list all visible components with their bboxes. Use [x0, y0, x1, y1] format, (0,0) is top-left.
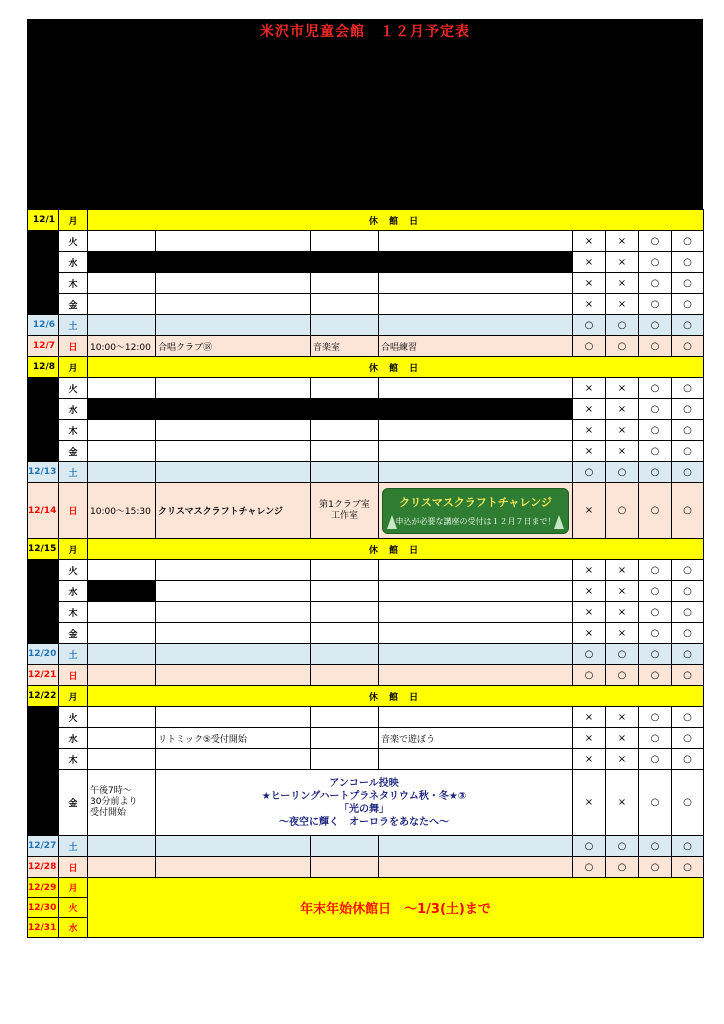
availability-mark: ○ — [573, 315, 606, 336]
note-cell — [379, 581, 573, 602]
availability-mark: ○ — [573, 665, 606, 686]
table-row — [28, 623, 704, 644]
redacted-cell — [88, 252, 573, 273]
availability-mark: ○ — [672, 441, 704, 462]
closed-day-label: 休 館 日 — [88, 539, 704, 560]
table-row — [28, 686, 704, 707]
redacted-cell — [88, 399, 573, 420]
table-row — [28, 252, 704, 273]
availability-mark: ○ — [672, 420, 704, 441]
event-cell — [379, 462, 573, 483]
room-line: 第1クラブ室 — [319, 499, 370, 510]
weekday-cell: 火 — [59, 898, 88, 918]
room-cell: 音楽室 — [311, 336, 379, 357]
availability-mark: ○ — [672, 336, 704, 357]
date-cell — [28, 623, 59, 644]
availability-mark: ○ — [672, 728, 704, 749]
table-row — [28, 399, 704, 420]
table-row — [28, 749, 704, 770]
schedule-sheet — [27, 19, 703, 938]
date-cell — [28, 441, 59, 462]
room-line: 工作室 — [330, 510, 358, 521]
note-cell — [379, 378, 573, 399]
date-cell: 12/20 — [28, 644, 59, 665]
availability-mark: ○ — [672, 623, 704, 644]
date-cell — [28, 273, 59, 294]
availability-mark: ○ — [639, 294, 672, 315]
availability-mark: ○ — [639, 836, 672, 857]
table-row — [28, 231, 704, 252]
table-row — [28, 357, 704, 378]
date-cell: 12/7 — [28, 336, 59, 357]
table-row — [28, 378, 704, 399]
event-name-cell — [156, 420, 311, 441]
event-cell — [379, 836, 573, 857]
banner-title: クリスマスクラフトチャレンジ — [399, 495, 552, 509]
date-cell: 12/15 — [28, 539, 59, 560]
event-name-cell: クリスマスクラフトチャレンジ — [156, 483, 311, 539]
note-cell — [379, 665, 573, 686]
note-cell — [379, 273, 573, 294]
time-cell — [88, 728, 156, 749]
time-cell — [88, 294, 156, 315]
availability-mark: × — [573, 420, 606, 441]
availability-mark: × — [573, 252, 606, 273]
availability-mark: ○ — [639, 273, 672, 294]
note-cell — [379, 749, 573, 770]
weekday-cell: 水 — [59, 728, 88, 749]
availability-mark: × — [606, 231, 639, 252]
room-cell — [311, 231, 379, 252]
room-cell — [311, 420, 379, 441]
availability-mark: × — [606, 770, 639, 836]
event-cell — [88, 462, 156, 483]
event-name-cell — [156, 857, 311, 878]
weekday-cell: 月 — [59, 539, 88, 560]
banner-cell — [379, 483, 573, 539]
availability-mark: ○ — [672, 770, 704, 836]
event-cell — [156, 836, 311, 857]
event-name-cell — [156, 294, 311, 315]
event-name-cell — [156, 441, 311, 462]
weekday-cell: 月 — [59, 686, 88, 707]
availability-mark: × — [606, 749, 639, 770]
weekday-cell: 火 — [59, 231, 88, 252]
table-row — [28, 441, 704, 462]
weekday-cell: 日 — [59, 483, 88, 539]
table-row — [28, 581, 704, 602]
note-cell — [379, 602, 573, 623]
event-name-cell: リトミック⑤受付開始 — [156, 728, 311, 749]
availability-mark: × — [573, 378, 606, 399]
event-name-cell — [156, 378, 311, 399]
availability-mark: × — [606, 420, 639, 441]
room-cell — [311, 602, 379, 623]
event-line: ★ヒーリングハートプラネタリウム秋・冬★③ — [261, 790, 467, 802]
availability-mark: × — [606, 581, 639, 602]
weekday-cell: 土 — [59, 462, 88, 483]
banner-subtitle: 申込が必要な講座の受付は１２月７日まで！ — [395, 516, 556, 526]
note-cell — [379, 707, 573, 728]
weekday-cell: 火 — [59, 560, 88, 581]
table-row — [28, 483, 704, 539]
availability-mark: ○ — [606, 836, 639, 857]
availability-mark: ○ — [639, 483, 672, 539]
availability-mark: × — [573, 483, 606, 539]
table-row — [28, 420, 704, 441]
table-row — [28, 770, 704, 836]
planetarium-event — [156, 770, 573, 836]
weekday-cell: 日 — [59, 857, 88, 878]
date-cell — [28, 707, 59, 728]
availability-mark: ○ — [672, 483, 704, 539]
availability-mark: × — [573, 294, 606, 315]
event-name-cell — [156, 623, 311, 644]
event-name-cell — [156, 749, 311, 770]
table-row — [28, 273, 704, 294]
availability-mark: × — [573, 399, 606, 420]
date-cell: 12/1 — [28, 210, 59, 231]
availability-mark: ○ — [639, 644, 672, 665]
table-row — [28, 539, 704, 560]
date-cell — [28, 420, 59, 441]
date-cell — [28, 581, 59, 602]
availability-mark: ○ — [639, 315, 672, 336]
availability-mark: ○ — [639, 707, 672, 728]
date-cell: 12/29 — [28, 878, 59, 898]
availability-mark: ○ — [639, 399, 672, 420]
event-line: 「光の舞」 — [339, 803, 389, 815]
availability-mark: ○ — [606, 644, 639, 665]
availability-mark: ○ — [639, 336, 672, 357]
room-cell — [311, 728, 379, 749]
table-row — [28, 728, 704, 749]
availability-mark: ○ — [672, 602, 704, 623]
yearend-closed-label: 年末年始休館日 ～1/3(土)まで — [88, 878, 704, 938]
availability-mark: ○ — [672, 749, 704, 770]
availability-mark: ○ — [672, 378, 704, 399]
availability-mark: × — [573, 602, 606, 623]
availability-mark: × — [606, 399, 639, 420]
room-cell — [311, 378, 379, 399]
availability-mark: × — [573, 749, 606, 770]
availability-mark: × — [573, 560, 606, 581]
room-cell — [311, 749, 379, 770]
event-name-cell: 合唱クラブ⑱ — [156, 336, 311, 357]
room-cell — [311, 623, 379, 644]
weekday-cell: 金 — [59, 294, 88, 315]
availability-mark: ○ — [606, 315, 639, 336]
availability-mark: ○ — [639, 749, 672, 770]
note-cell — [379, 623, 573, 644]
availability-mark: ○ — [672, 315, 704, 336]
date-cell: 12/28 — [28, 857, 59, 878]
event-name-cell — [156, 602, 311, 623]
availability-mark: ○ — [606, 665, 639, 686]
event-cell — [88, 644, 156, 665]
note-cell: 音楽で遊ぼう — [379, 728, 573, 749]
time-cell — [88, 623, 156, 644]
availability-mark: ○ — [639, 252, 672, 273]
weekday-cell: 火 — [59, 378, 88, 399]
table-row — [28, 878, 704, 898]
note-cell — [379, 294, 573, 315]
date-cell: 12/31 — [28, 918, 59, 938]
availability-mark: × — [573, 273, 606, 294]
availability-mark: ○ — [639, 857, 672, 878]
availability-mark: × — [573, 441, 606, 462]
availability-mark: ○ — [639, 462, 672, 483]
time-cell — [88, 420, 156, 441]
date-cell — [28, 231, 59, 252]
weekday-cell: 土 — [59, 315, 88, 336]
availability-mark: × — [606, 623, 639, 644]
availability-mark: ○ — [639, 728, 672, 749]
event-cell — [88, 315, 156, 336]
availability-mark: ○ — [639, 560, 672, 581]
time-line: 午後7時～ — [90, 786, 132, 796]
room-cell — [311, 441, 379, 462]
availability-mark: ○ — [639, 623, 672, 644]
time-line: 30分前より — [90, 797, 138, 807]
availability-mark: × — [606, 273, 639, 294]
note-cell — [379, 441, 573, 462]
weekday-cell: 水 — [59, 918, 88, 938]
availability-mark: ○ — [606, 857, 639, 878]
room-cell — [311, 273, 379, 294]
availability-mark: ○ — [606, 336, 639, 357]
availability-mark: ○ — [672, 707, 704, 728]
weekday-cell: 月 — [59, 210, 88, 231]
time-cell — [88, 770, 156, 836]
date-cell: 12/30 — [28, 898, 59, 918]
availability-mark: ○ — [672, 857, 704, 878]
availability-mark: ○ — [672, 231, 704, 252]
date-cell — [28, 399, 59, 420]
availability-mark: ○ — [672, 462, 704, 483]
availability-mark: × — [573, 231, 606, 252]
closed-day-label: 休 館 日 — [88, 686, 704, 707]
availability-mark: ○ — [672, 294, 704, 315]
date-cell — [28, 560, 59, 581]
note-cell — [379, 420, 573, 441]
time-cell — [88, 441, 156, 462]
availability-mark: × — [606, 294, 639, 315]
weekday-cell: 木 — [59, 749, 88, 770]
room-cell — [311, 581, 379, 602]
room-cell — [311, 707, 379, 728]
date-cell — [28, 294, 59, 315]
availability-mark: × — [606, 560, 639, 581]
date-cell: 12/6 — [28, 315, 59, 336]
redacted-cell — [88, 581, 156, 602]
availability-mark: ○ — [639, 770, 672, 836]
weekday-cell: 月 — [59, 878, 88, 898]
weekday-cell: 木 — [59, 420, 88, 441]
availability-mark: ○ — [573, 857, 606, 878]
availability-mark: ○ — [672, 252, 704, 273]
table-row — [28, 462, 704, 483]
event-cell — [156, 315, 311, 336]
table-row — [28, 836, 704, 857]
time-cell — [88, 273, 156, 294]
note-cell — [379, 231, 573, 252]
availability-mark: ○ — [639, 581, 672, 602]
tree-icon — [554, 515, 564, 529]
table-row — [28, 857, 704, 878]
table-row — [28, 560, 704, 581]
page-title: 米沢市児童会館 １２月予定表 — [260, 24, 470, 40]
room-cell — [311, 665, 379, 686]
event-cell — [88, 836, 156, 857]
event-name-cell — [156, 273, 311, 294]
time-line: 受付開始 — [90, 808, 127, 818]
table-row — [28, 336, 704, 357]
date-cell — [28, 728, 59, 749]
date-cell — [28, 770, 59, 836]
availability-mark: × — [606, 252, 639, 273]
event-name-cell — [156, 560, 311, 581]
time-cell — [88, 231, 156, 252]
closed-day-label: 休 館 日 — [88, 357, 704, 378]
availability-mark: ○ — [639, 602, 672, 623]
availability-mark: ○ — [606, 462, 639, 483]
room-cell — [311, 857, 379, 878]
time-cell — [88, 560, 156, 581]
weekday-cell: 月 — [59, 357, 88, 378]
time-cell — [88, 602, 156, 623]
availability-mark: ○ — [639, 231, 672, 252]
availability-mark: × — [573, 623, 606, 644]
event-cell — [311, 462, 379, 483]
date-cell: 12/22 — [28, 686, 59, 707]
date-cell: 12/27 — [28, 836, 59, 857]
weekday-cell: 水 — [59, 399, 88, 420]
date-cell — [28, 378, 59, 399]
date-cell — [28, 252, 59, 273]
availability-mark: × — [606, 602, 639, 623]
availability-mark: ○ — [672, 560, 704, 581]
tree-icon — [387, 515, 397, 529]
availability-mark: × — [573, 728, 606, 749]
event-cell — [379, 315, 573, 336]
date-cell — [28, 749, 59, 770]
weekday-cell: 金 — [59, 441, 88, 462]
availability-mark: ○ — [573, 836, 606, 857]
room-cell — [311, 483, 379, 539]
room-cell — [311, 294, 379, 315]
date-cell: 12/14 — [28, 483, 59, 539]
time-cell — [88, 749, 156, 770]
availability-mark: × — [606, 378, 639, 399]
date-cell: 12/21 — [28, 665, 59, 686]
time-cell — [88, 707, 156, 728]
table-row — [28, 665, 704, 686]
availability-mark: ○ — [672, 399, 704, 420]
event-line: アンコール投映 — [329, 777, 399, 789]
availability-mark: ○ — [672, 836, 704, 857]
table-row — [28, 644, 704, 665]
availability-mark: ○ — [639, 665, 672, 686]
date-cell: 12/13 — [28, 462, 59, 483]
availability-mark: × — [606, 707, 639, 728]
weekday-cell: 金 — [59, 770, 88, 836]
weekday-cell: 土 — [59, 644, 88, 665]
note-cell — [379, 560, 573, 581]
event-cell — [156, 644, 311, 665]
weekday-cell: 水 — [59, 252, 88, 273]
date-cell: 12/8 — [28, 357, 59, 378]
time-cell — [88, 378, 156, 399]
availability-mark: ○ — [672, 581, 704, 602]
weekday-cell: 木 — [59, 602, 88, 623]
weekday-cell: 木 — [59, 273, 88, 294]
event-cell — [379, 644, 573, 665]
availability-mark: ○ — [573, 336, 606, 357]
availability-mark: ○ — [672, 273, 704, 294]
table-row — [28, 210, 704, 231]
weekday-cell: 水 — [59, 581, 88, 602]
note-cell — [379, 857, 573, 878]
weekday-cell: 土 — [59, 836, 88, 857]
weekday-cell: 日 — [59, 336, 88, 357]
event-line: ～夜空に輝く オーロラをあなたへ～ — [279, 816, 449, 828]
availability-mark: × — [573, 770, 606, 836]
date-cell — [28, 602, 59, 623]
weekday-cell: 日 — [59, 665, 88, 686]
event-cell — [311, 836, 379, 857]
note-cell: 合唱練習 — [379, 336, 573, 357]
table-row — [28, 294, 704, 315]
event-cell — [156, 462, 311, 483]
availability-mark: ○ — [573, 462, 606, 483]
time-cell — [88, 665, 156, 686]
event-name-cell — [156, 707, 311, 728]
time-cell — [88, 857, 156, 878]
availability-mark: ○ — [672, 644, 704, 665]
availability-mark: ○ — [672, 665, 704, 686]
availability-mark: × — [606, 441, 639, 462]
event-cell — [311, 315, 379, 336]
availability-mark: × — [573, 581, 606, 602]
availability-mark: × — [606, 728, 639, 749]
closed-day-label: 休 館 日 — [88, 210, 704, 231]
event-cell — [311, 644, 379, 665]
availability-mark: ○ — [639, 378, 672, 399]
event-name-cell — [156, 665, 311, 686]
weekday-cell: 金 — [59, 623, 88, 644]
time-cell: 10:00～15:30 — [88, 483, 156, 539]
weekday-cell: 火 — [59, 707, 88, 728]
availability-mark: × — [573, 707, 606, 728]
table-row — [28, 315, 704, 336]
availability-mark: ○ — [639, 441, 672, 462]
room-cell — [311, 560, 379, 581]
event-name-cell — [156, 581, 311, 602]
table-row — [28, 707, 704, 728]
schedule-table — [27, 209, 704, 938]
availability-mark: ○ — [639, 420, 672, 441]
table-row — [28, 602, 704, 623]
header-block — [27, 19, 703, 209]
time-cell: 10:00～12:00 — [88, 336, 156, 357]
event-name-cell — [156, 231, 311, 252]
xmas-banner — [382, 488, 569, 534]
availability-mark: ○ — [606, 483, 639, 539]
availability-mark: ○ — [573, 644, 606, 665]
